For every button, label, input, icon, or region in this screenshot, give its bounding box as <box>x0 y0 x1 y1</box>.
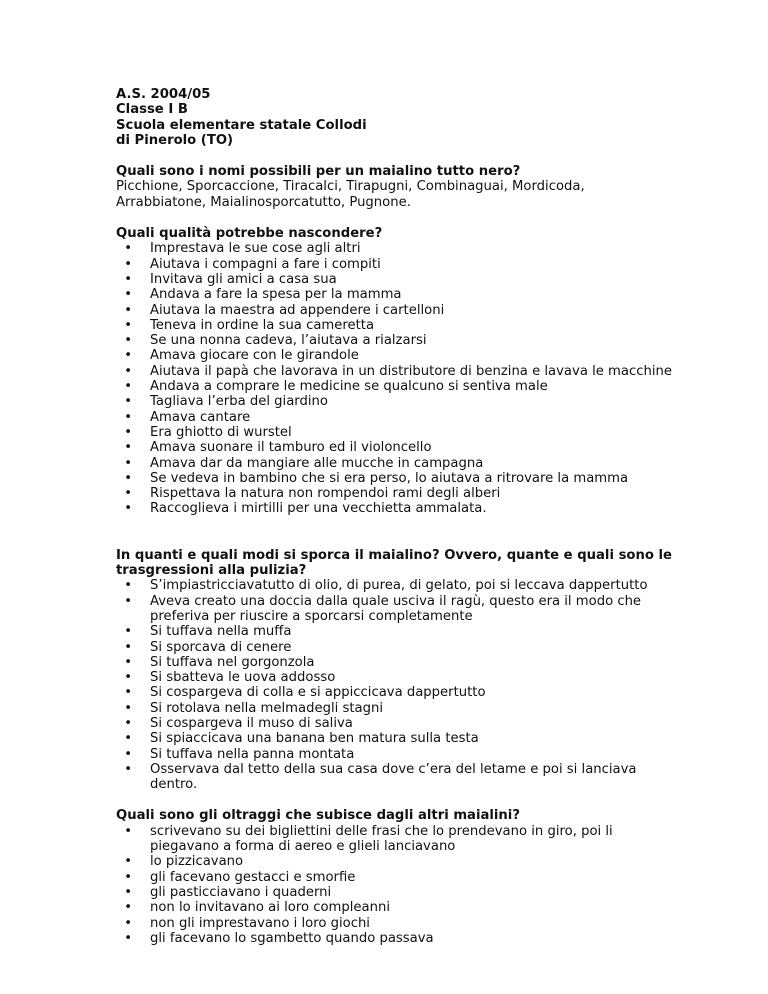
list-item <box>116 318 676 333</box>
bullet-icon: • <box>124 394 132 410</box>
section-black-piglet-names <box>116 164 676 210</box>
bullet-icon: • <box>124 900 132 916</box>
list-item-text: Raccoglieva i mirtilli per una vecchietta ammalata. <box>150 501 487 517</box>
list-item <box>116 854 676 869</box>
document-page <box>116 87 676 946</box>
list-item <box>116 410 676 425</box>
list-item <box>116 762 676 793</box>
bullet-icon: • <box>124 348 132 364</box>
list-item <box>116 287 676 302</box>
bullet-icon: • <box>124 639 132 655</box>
bullet-icon: • <box>124 455 132 471</box>
bullet-icon: • <box>124 440 132 456</box>
list-item-text: Se una nonna cadeva, l’aiutava a rialzarsi <box>150 333 427 349</box>
list-item <box>116 916 676 931</box>
list-item-text: Invitava gli amici a casa sua <box>150 271 337 287</box>
bullet-icon: • <box>124 930 132 946</box>
list-item <box>116 655 676 670</box>
bullet-icon: • <box>124 869 132 885</box>
list-item <box>116 257 676 272</box>
bullet-icon: • <box>124 409 132 425</box>
bullet-icon: • <box>124 317 132 333</box>
list-item-text: Amava giocare con le girandole <box>150 348 359 364</box>
section-question: In quanti e quali modi si sporca il maialino? Ovvero, quante e quali sono le trasgressioni alla pulizia? <box>116 547 672 579</box>
list-item-text: Imprestava le sue cose agli altri <box>150 241 361 257</box>
section-insults <box>116 808 676 946</box>
list-item-text: Si sbatteva le uova addosso <box>150 670 336 686</box>
list-item <box>116 272 676 287</box>
bullet-icon: • <box>124 501 132 517</box>
school-name-line: Scuola elementare statale Collodi <box>116 117 367 133</box>
list-item-text: Amava dar da mangiare alle mucche in campagna <box>150 455 484 471</box>
list-item-text: Si tuffava nella panna montata <box>150 746 355 762</box>
class-line: Classe I B <box>116 102 188 118</box>
list-item-text: Rispettava la natura non rompendoi rami degli alberi <box>150 486 501 502</box>
bullet-icon: • <box>124 746 132 762</box>
list-item-text: Teneva in ordine la sua cameretta <box>150 317 375 333</box>
list-item-text: Andava a fare la spesa per la mamma <box>150 287 402 303</box>
list-item-text: lo pizzicavano <box>150 854 244 870</box>
list-item <box>116 624 676 639</box>
names-paragraph: Picchione, Sporcaccione, Tiracalci, Tirapugni, Combinaguai, Mordicoda, Arrabbiatone, Maialinosporcatutto, Pugnone. <box>116 179 585 210</box>
list-item <box>116 394 676 409</box>
list-item-text: Amava suonare il tamburo ed il violoncello <box>150 440 432 456</box>
list-item <box>116 594 676 625</box>
bullet-icon: • <box>124 715 132 731</box>
list-item-text: gli facevano gestacci e smorfie <box>150 869 356 885</box>
section-question: Quali qualità potrebbe nascondere? <box>116 226 383 242</box>
section-question: Quali sono gli oltraggi che subisce dagli altri maialini? <box>116 808 520 824</box>
list-item-text: Aiutava la maestra ad appendere i cartelloni <box>150 302 445 318</box>
school-year-line: A.S. 2004/05 <box>116 87 211 102</box>
bullet-icon: • <box>124 271 132 287</box>
bullet-icon: • <box>124 700 132 716</box>
list-item-text: Si tuffava nella muffa <box>150 624 292 640</box>
list-item-text: scrivevano su dei bigliettini delle frasi che lo prendevano in giro, poi li piegavano a forma di aereo e glieli lanciavano <box>150 823 613 855</box>
list-item-text: Aveva creato una doccia dalla quale usciva il ragù, questo era il modo che preferiva per riuscire a sporcarsi completamente <box>150 593 642 624</box>
bullet-icon: • <box>124 424 132 440</box>
bullet-icon: • <box>124 333 132 349</box>
list-item-text: Si tuffava nel gorgonzola <box>150 654 315 670</box>
bullet-icon: • <box>124 256 132 272</box>
bullet-icon: • <box>124 624 132 640</box>
document-header <box>116 87 676 148</box>
bullet-icon: • <box>124 854 132 870</box>
list-item-text: Aiutava il papà che lavorava in un distributore di benzina e lavava le macchine <box>150 363 672 379</box>
bullet-icon: • <box>124 731 132 747</box>
list-item-text: S’impiastricciavatutto di olio, di purea, di gelato, poi si leccava dappertutto <box>150 578 648 594</box>
list-item-text: Si sporcava di cenere <box>150 639 292 655</box>
bullet-icon: • <box>124 470 132 486</box>
list-item <box>116 303 676 318</box>
list-item-text: gli facevano lo sgambetto quando passava <box>150 930 434 946</box>
list-item-text: Andava a comprare le medicine se qualcuno si sentiva male <box>150 379 548 395</box>
list-item-text: Se vedeva in bambino che si era perso, lo aiutava a ritrovare la mamma <box>150 470 629 486</box>
list-item-text: Si spiaccicava una banana ben matura sulla testa <box>150 731 479 747</box>
list-item <box>116 440 676 455</box>
list-item <box>116 824 676 855</box>
list-item <box>116 578 676 593</box>
list-item-text: Si rotolava nella melmadegli stagni <box>150 700 384 716</box>
list-item <box>116 731 676 746</box>
list-item-text: Si cospargeva di colla e si appiccicava dappertutto <box>150 685 486 701</box>
list-item <box>116 471 676 486</box>
list-item <box>116 747 676 762</box>
qualities-list <box>116 241 676 516</box>
school-city-line: di Pinerolo (TO) <box>116 132 234 148</box>
bullet-icon: • <box>124 241 132 257</box>
list-item <box>116 685 676 700</box>
list-item <box>116 701 676 716</box>
bullet-icon: • <box>124 823 132 839</box>
list-item-text: Amava cantare <box>150 409 251 425</box>
bullet-icon: • <box>124 884 132 900</box>
list-item-text: Si cospargeva il muso di saliva <box>150 715 353 731</box>
bullet-icon: • <box>124 685 132 701</box>
bullet-icon: • <box>124 302 132 318</box>
list-item-text: gli pasticciavano i quaderni <box>150 884 332 900</box>
list-item <box>116 364 676 379</box>
section-dirtying-ways <box>116 548 676 793</box>
section-question: Quali sono i nomi possibili per un maialino tutto nero? <box>116 164 521 180</box>
list-item <box>116 333 676 348</box>
section-hidden-qualities <box>116 226 676 517</box>
list-item <box>116 379 676 394</box>
list-item <box>116 486 676 501</box>
bullet-icon: • <box>124 761 132 777</box>
list-item-text: Osservava dal tetto della sua casa dove c’era del letame e poi si lanciava dentro. <box>150 761 637 793</box>
list-item <box>116 931 676 946</box>
bullet-icon: • <box>124 578 132 594</box>
list-item-text: non gli imprestavano i loro giochi <box>150 915 370 931</box>
list-item <box>116 348 676 363</box>
insults-list <box>116 824 676 946</box>
list-item <box>116 900 676 915</box>
bullet-icon: • <box>124 379 132 395</box>
list-item <box>116 885 676 900</box>
bullet-icon: • <box>124 287 132 303</box>
bullet-icon: • <box>124 593 132 609</box>
list-item <box>116 640 676 655</box>
bullet-icon: • <box>124 654 132 670</box>
list-item-text: Aiutava i compagni a fare i compiti <box>150 256 381 272</box>
list-item <box>116 501 676 516</box>
bullet-icon: • <box>124 670 132 686</box>
list-item <box>116 425 676 440</box>
bullet-icon: • <box>124 486 132 502</box>
list-item <box>116 670 676 685</box>
list-item-text: Era ghiotto di wurstel <box>150 424 292 440</box>
list-item <box>116 241 676 256</box>
list-item-text: non lo invitavano ai loro compleanni <box>150 900 390 916</box>
list-item <box>116 716 676 731</box>
bullet-icon: • <box>124 363 132 379</box>
list-item <box>116 456 676 471</box>
dirtying-list <box>116 578 676 792</box>
list-item-text: Tagliava l’erba del giardino <box>150 394 328 410</box>
list-item <box>116 870 676 885</box>
bullet-icon: • <box>124 915 132 931</box>
